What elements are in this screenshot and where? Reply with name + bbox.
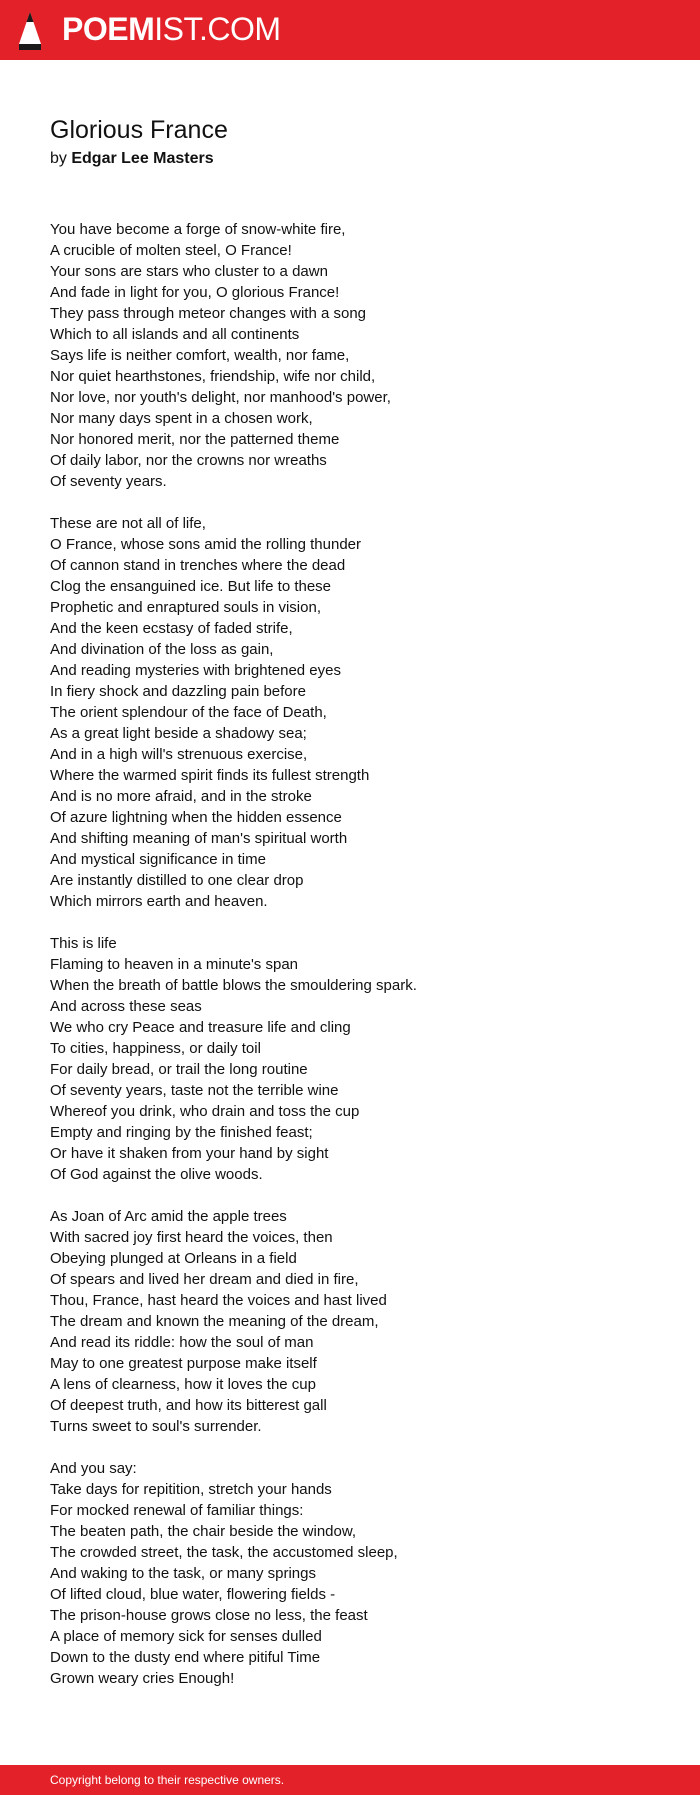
poem-line: And the keen ecstasy of faded strife, <box>50 620 293 637</box>
poem-line: We who cry Peace and treasure life and cling <box>50 1019 351 1036</box>
poem-line: Turns sweet to soul's surrender. <box>50 1418 262 1435</box>
poem-line: Thou, France, hast heard the voices and hast lived <box>50 1292 387 1309</box>
poem-line: The dream and known the meaning of the dream, <box>50 1313 379 1330</box>
poem-line: And in a high will's strenuous exercise, <box>50 746 308 763</box>
poem-line: Nor many days spent in a chosen work, <box>50 410 313 427</box>
poem-line: Take days for repitition, stretch your hands <box>50 1481 332 1498</box>
by-label: by <box>50 150 67 167</box>
poem-line: And across these seas <box>50 998 202 1015</box>
poem-line: A place of memory sick for senses dulled <box>50 1628 322 1645</box>
poem-line: Of seventy years, taste not the terrible wine <box>50 1082 339 1099</box>
poem-line: Obeying plunged at Orleans in a field <box>50 1250 297 1267</box>
poem-line: A crucible of molten steel, O France! <box>50 242 292 259</box>
poem-line: Of spears and lived her dream and died in fire, <box>50 1271 359 1288</box>
poem-stanza <box>50 1206 417 1437</box>
poem-line: Prophetic and enraptured souls in vision, <box>50 599 321 616</box>
poem-line: The orient splendour of the face of Death, <box>50 704 327 721</box>
site-footer <box>0 1765 700 1795</box>
logo-light-text: IST.COM <box>154 11 281 47</box>
poem-line: As a great light beside a shadowy sea; <box>50 725 307 742</box>
poem-line: As Joan of Arc amid the apple trees <box>50 1208 287 1225</box>
poem-line: And read its riddle: how the soul of man <box>50 1334 314 1351</box>
poem-stanza <box>50 933 417 1185</box>
poem-line: They pass through meteor changes with a song <box>50 305 367 322</box>
poem-line: May to one greatest purpose make itself <box>50 1355 317 1372</box>
poem-line: Empty and ringing by the finished feast; <box>50 1124 313 1141</box>
poem-line: The prison-house grows close no less, the feast <box>50 1607 368 1624</box>
poem-stanza <box>50 513 417 912</box>
poem-line: Of cannon stand in trenches where the dead <box>50 557 346 574</box>
poem-title: Glorious France <box>50 116 228 144</box>
poem-stanza <box>50 1458 417 1689</box>
poem-line: The crowded street, the task, the accustomed sleep, <box>50 1544 398 1561</box>
poem-line: And is no more afraid, and in the stroke <box>50 788 312 805</box>
poem-line: Of azure lightning when the hidden essence <box>50 809 342 826</box>
poem-line: Or have it shaken from your hand by sight <box>50 1145 329 1162</box>
poem-line: Which mirrors earth and heaven. <box>50 893 268 910</box>
poem-line: A lens of clearness, how it loves the cup <box>50 1376 316 1393</box>
poem-body <box>50 219 417 1710</box>
poem-author: Edgar Lee Masters <box>71 150 214 167</box>
poem-line: To cities, happiness, or daily toil <box>50 1040 261 1057</box>
poem-line: And divination of the loss as gain, <box>50 641 274 658</box>
poem-line: In fiery shock and dazzling pain before <box>50 683 306 700</box>
poem-line: Whereof you drink, who drain and toss the cup <box>50 1103 360 1120</box>
poem-line: The beaten path, the chair beside the window, <box>50 1523 357 1540</box>
poem-line: You have become a forge of snow-white fire, <box>50 221 346 238</box>
poem-line: And waking to the task, or many springs <box>50 1565 316 1582</box>
poem-line: Where the warmed spirit finds its fullest strength <box>50 767 370 784</box>
copyright-text: Copyright belong to their respective owners. <box>50 1773 285 1787</box>
poem-line: And fade in light for you, O glorious France! <box>50 284 340 301</box>
poem-line: And you say: <box>50 1460 137 1477</box>
poem-line: Of lifted cloud, blue water, flowering fields - <box>50 1586 336 1603</box>
logo-bold-text: POEM <box>62 11 155 47</box>
poem-line: Clog the ensanguined ice. But life to these <box>50 578 332 595</box>
poem-line: Of seventy years. <box>50 473 167 490</box>
poem-line: Nor honored merit, nor the patterned theme <box>50 431 340 448</box>
poem-line: Of God against the olive woods. <box>50 1166 263 1183</box>
poem-line: Says life is neither comfort, wealth, nor fame, <box>50 347 350 364</box>
poem-line: This is life <box>50 935 117 952</box>
poem-line: With sacred joy first heard the voices, then <box>50 1229 333 1246</box>
poem-line: And mystical significance in time <box>50 851 266 868</box>
poem-stanza <box>50 219 417 492</box>
poem-line: Which to all islands and all continents <box>50 326 300 343</box>
site-logo[interactable] <box>62 11 281 47</box>
poem-line: Of deepest truth, and how its bitterest gall <box>50 1397 327 1414</box>
poem-line: Are instantly distilled to one clear drop <box>50 872 304 889</box>
poem-line: O France, whose sons amid the rolling thunder <box>50 536 361 553</box>
poem-line: And reading mysteries with brightened eyes <box>50 662 341 679</box>
poem-byline <box>50 148 214 170</box>
poem-line: Of daily labor, nor the crowns nor wreaths <box>50 452 327 469</box>
poem-line: These are not all of life, <box>50 515 206 532</box>
poem-line: Nor quiet hearthstones, friendship, wife nor child, <box>50 368 376 385</box>
poem-line: And shifting meaning of man's spiritual worth <box>50 830 348 847</box>
poem-line: Down to the dusty end where pitiful Time <box>50 1649 321 1666</box>
poem-line: When the breath of battle blows the smouldering spark. <box>50 977 417 994</box>
poem-line: Nor love, nor youth's delight, nor manhood's power, <box>50 389 391 406</box>
poem-line: Your sons are stars who cluster to a dawn <box>50 263 328 280</box>
pencil-tip-icon <box>18 11 42 51</box>
poem-line: For daily bread, or trail the long routine <box>50 1061 308 1078</box>
poem-line: Flaming to heaven in a minute's span <box>50 956 299 973</box>
site-header <box>0 0 700 60</box>
poem-line: Grown weary cries Enough! <box>50 1670 235 1687</box>
poem-line: For mocked renewal of familiar things: <box>50 1502 304 1519</box>
